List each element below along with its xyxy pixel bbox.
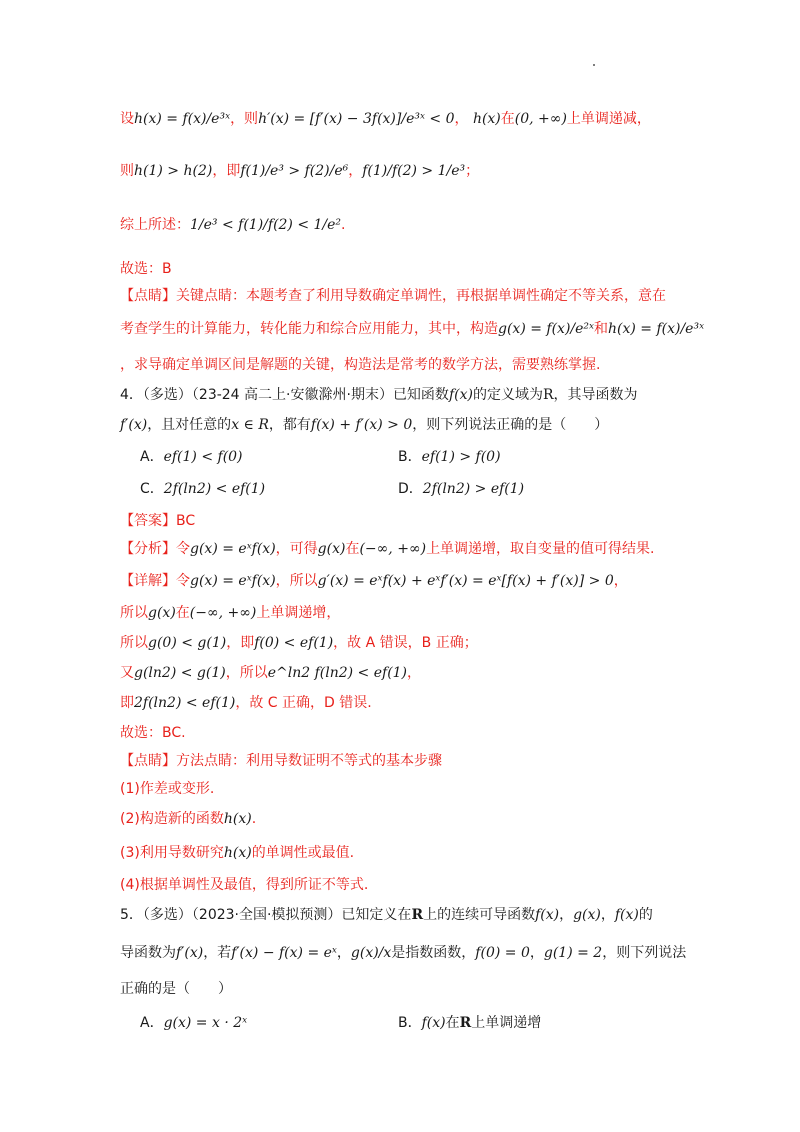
formula: h(1) > h(2) <box>134 163 213 179</box>
formula: (0, +∞) <box>514 111 567 127</box>
formula: g(1) = 2 <box>543 945 603 961</box>
solution-line-h-def <box>120 108 651 130</box>
option-label: B． <box>398 1015 422 1031</box>
formula: f(0) < ef(1) <box>254 635 334 651</box>
text: ，故 A 错误，B 正确； <box>333 635 478 651</box>
text: 5．（多选）（2023·全国·模拟预测）已知定义在 <box>120 907 412 923</box>
option-label: B． <box>398 449 422 465</box>
text: ，则下列说法正确的是（ ） <box>412 417 609 433</box>
text: ，则 <box>230 111 259 127</box>
formula: f′(x) <box>176 945 204 961</box>
choose-line: 故选：B <box>120 261 172 277</box>
tip-line-1: 【点睛】关键点睛：本题考查了利用导数确定单调性，再根据单调性确定不等关系，意在 <box>120 288 666 304</box>
option-label: A． <box>140 1015 164 1031</box>
q5-option-a <box>140 1012 247 1034</box>
page-dot <box>593 64 595 66</box>
text: ，可得 <box>275 541 318 557</box>
tip-line-2 <box>120 318 704 340</box>
formula: e^ln2 f(ln2) < ef(1) <box>267 665 408 681</box>
q5-stem-line-2 <box>120 942 686 964</box>
formula: g(ln2) < g(1) <box>134 665 226 681</box>
formula: 2f(ln2) > ef(1) <box>422 481 525 497</box>
q5-stem-line-1 <box>120 904 653 926</box>
text: ，所以 <box>275 573 318 589</box>
formula: g(x) = eˣf(x) <box>190 541 276 557</box>
text: 即 <box>120 695 134 711</box>
option-label: D． <box>398 481 423 497</box>
q4-detail <box>120 570 628 592</box>
text: 在 <box>345 541 360 557</box>
text: 设 <box>120 111 134 127</box>
text: ； <box>465 163 480 179</box>
q4-option-c <box>140 478 265 500</box>
text: ， <box>407 665 422 681</box>
text: 在 <box>500 111 515 127</box>
formula: f(x) <box>614 907 639 923</box>
text: 上单调递增 <box>471 1015 542 1031</box>
formula: g′(x) = eˣf(x) + eˣf′(x) = eˣ[f(x) + f′(x)] > 0 <box>317 573 614 589</box>
formula: f′(x) <box>120 417 148 433</box>
text: 的 <box>638 907 653 923</box>
text: ，所以 <box>225 665 268 681</box>
text: 在 <box>175 605 190 621</box>
text: ， <box>529 945 544 961</box>
text: 上的连续可导函数 <box>423 907 536 923</box>
formula: f(x) <box>421 1015 446 1031</box>
formula: g(x) = x · 2ˣ <box>163 1015 248 1031</box>
tip-line-3: ，求导确定单调区间是解题的关键，构造法是常考的数学方法，需要熟练掌握. <box>120 357 601 373</box>
text: 的单调性或最值. <box>251 845 355 861</box>
text: (3)利用导数研究 <box>120 845 224 861</box>
text: 上单调递增， <box>256 605 341 621</box>
option-label: C． <box>140 481 164 497</box>
q5-option-b <box>398 1012 541 1034</box>
q4-detail-5 <box>120 692 372 714</box>
text: 在 <box>445 1015 460 1031</box>
formula: 1/e³ < f(1)/f(2) < 1/e² <box>190 217 342 233</box>
formula: 2f(ln2) < ef(1) <box>134 695 236 711</box>
q4-answer: 【答案】BC <box>120 513 196 529</box>
q4-tip: 【点睛】方法点睛：利用导数证明不等式的基本步骤 <box>120 753 442 769</box>
text: ，则下列说法 <box>602 945 687 961</box>
formula: R <box>459 1015 472 1031</box>
q4-stem-line-1 <box>120 384 638 406</box>
formula: R <box>542 387 554 403</box>
q4-detail-4 <box>120 662 421 684</box>
text: ，即 <box>226 635 255 651</box>
text: (2)构造新的函数 <box>120 811 224 827</box>
text: ， <box>336 945 351 961</box>
text: ， <box>600 907 615 923</box>
solution-line-summary <box>120 214 346 236</box>
formula: g(x)/x <box>350 945 392 961</box>
formula: (−∞, +∞) <box>359 541 427 557</box>
formula: f(x) <box>535 907 560 923</box>
formula: g(0) < g(1) <box>148 635 227 651</box>
text: ，其导函数为 <box>553 387 638 403</box>
formula: g(x) <box>573 907 601 923</box>
formula: f′(x) − f(x) = eˣ <box>231 945 337 961</box>
text: ，都有 <box>268 417 311 433</box>
formula: f(0) = 0 <box>475 945 530 961</box>
formula: x ∈ R <box>231 417 269 433</box>
formula: f(x) <box>448 387 473 403</box>
formula: g(x) = f(x)/e²ˣ <box>498 321 594 337</box>
q4-analysis <box>120 538 655 560</box>
formula: f(1)/f(2) > 1/e³ <box>362 163 466 179</box>
formula: h(x) = f(x)/e³ˣ <box>134 111 231 127</box>
formula: h′(x) = [f′(x) − 3f(x)]/e³ˣ < 0 <box>258 111 455 127</box>
formula: h(x) = f(x)/e³ˣ <box>608 321 705 337</box>
text: ，若 <box>203 945 232 961</box>
text: 【分析】令 <box>120 541 190 557</box>
formula: ef(1) > f(0) <box>421 449 501 465</box>
formula: h(x) <box>223 811 252 827</box>
text: 则 <box>120 163 134 179</box>
text: 【详解】令 <box>120 573 190 589</box>
q4-step-1: (1)作差或变形. <box>120 781 215 797</box>
text: 综上所述： <box>120 217 190 233</box>
text: 又 <box>120 665 134 681</box>
solution-line-compare <box>120 160 479 182</box>
text: ，且对任意的 <box>147 417 232 433</box>
option-label: A． <box>140 449 164 465</box>
q4-step-4: (4)根据单调性及最值，得到所证不等式. <box>120 877 369 893</box>
q4-choose: 故选：BC. <box>120 725 186 741</box>
q4-step-3 <box>120 842 354 864</box>
q4-option-d <box>398 478 524 500</box>
text: ， <box>348 163 363 179</box>
text: 4．（多选）（23-24 高二上·安徽滁州·期末）已知函数 <box>120 387 449 403</box>
q4-option-a <box>140 446 243 468</box>
formula: g(x) = eˣf(x) <box>190 573 276 589</box>
formula: g(x) <box>317 541 346 557</box>
text: ，即 <box>212 163 241 179</box>
text: ， <box>559 907 574 923</box>
formula: h(x) <box>223 845 252 861</box>
text: 上单调递减， <box>566 111 651 127</box>
text: 是指数函数， <box>391 945 476 961</box>
text: 所以 <box>120 605 148 621</box>
text: 导函数为 <box>120 945 176 961</box>
formula: (−∞, +∞) <box>189 605 257 621</box>
q4-step-2 <box>120 808 256 830</box>
q4-detail-3 <box>120 632 478 654</box>
q4-detail-2 <box>120 602 340 624</box>
formula: R <box>411 907 424 923</box>
formula: h(x) <box>472 111 501 127</box>
text: . <box>251 811 257 827</box>
text: . <box>341 217 346 233</box>
text: ，故 C 正确，D 错误. <box>235 695 372 711</box>
text: 上单调递增，取自变量的值可得结果. <box>426 541 655 557</box>
formula: f(1)/e³ > f(2)/e⁶ <box>240 163 349 179</box>
q5-stem-line-3: 正确的是（ ） <box>120 981 232 997</box>
text: ， <box>454 111 469 127</box>
text: 所以 <box>120 635 148 651</box>
q4-option-b <box>398 446 501 468</box>
text: 的定义域为 <box>472 387 543 403</box>
formula: f(x) + f′(x) > 0 <box>310 417 413 433</box>
text: 和 <box>594 321 608 337</box>
formula: ef(1) < f(0) <box>163 449 243 465</box>
q4-stem-line-2 <box>120 414 608 436</box>
text: ， <box>613 573 628 589</box>
formula: 2f(ln2) < ef(1) <box>163 481 266 497</box>
text: 考查学生的计算能力，转化能力和综合应用能力，其中，构造 <box>120 321 498 337</box>
formula: g(x) <box>148 605 176 621</box>
